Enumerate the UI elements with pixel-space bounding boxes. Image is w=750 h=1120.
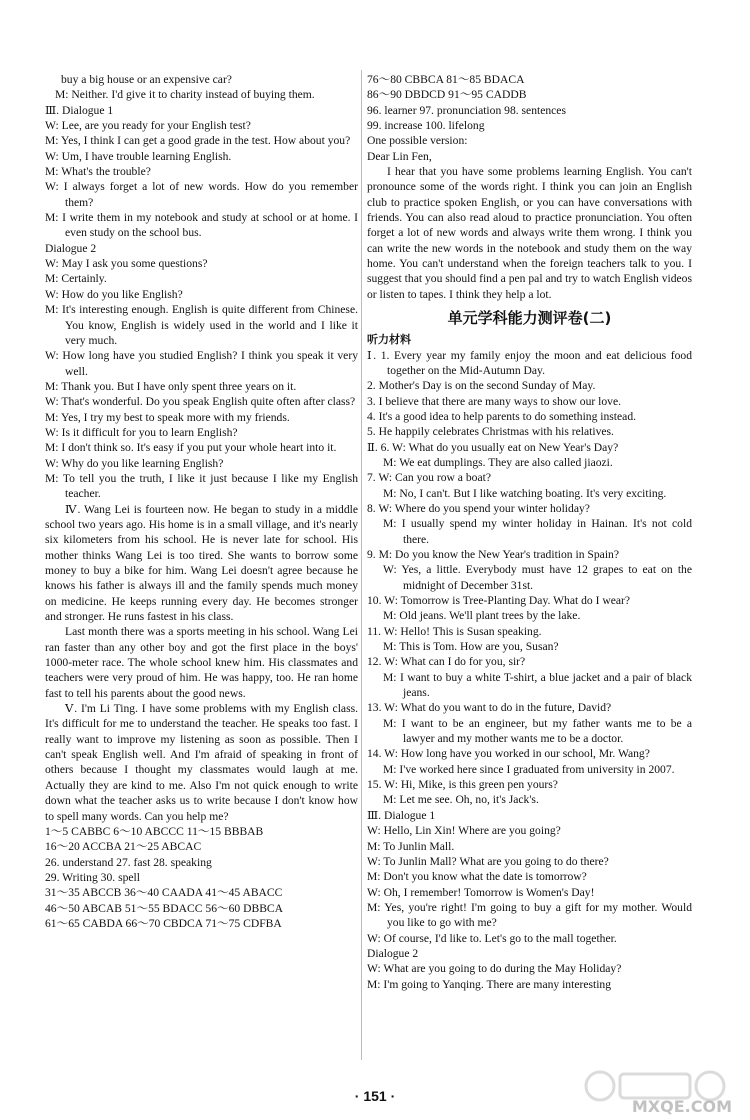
text-line: 11. W: Hello! This is Susan speaking. xyxy=(367,624,542,638)
text-line: M: I want to be an engineer, but my father wants me to be a lawyer and my mother wants me to be a doctor. xyxy=(383,716,692,746)
column-divider xyxy=(361,70,362,1060)
text-line: 29. Writing 30. spell xyxy=(45,870,140,884)
text-line: 1～5 CABBC 6～10 ABCCC 11～15 BBBAB xyxy=(45,824,264,838)
text-line: Ⅲ. Dialogue 1 xyxy=(45,103,114,117)
text-line: 12. W: What can I do for you, sir? xyxy=(367,655,526,669)
text-line: 15. W: Hi, Mike, is this green pen yours? xyxy=(367,778,558,792)
text-line: W: Of course, I'd like to. Let's go to the mall together. xyxy=(367,931,617,945)
left-column xyxy=(45,72,358,931)
text-line: M: What's the trouble? xyxy=(45,165,151,179)
text-line: W: Yes, a little. Everybody must have 12 grapes to eat on the midnight of December 31st. xyxy=(383,563,692,592)
text-line: M: Certainly. xyxy=(45,272,107,286)
text-line: M: To Junlin Mall. xyxy=(367,839,455,853)
text-line: W: Why do you like learning English? xyxy=(45,456,224,470)
text-line: W: That's wonderful. Do you speak English quite often after class? xyxy=(45,395,356,409)
text-line: M: Yes, I think I can get a good grade in the test. How about you? xyxy=(45,134,351,148)
text-line: 8. W: Where do you spend your winter holiday? xyxy=(367,501,590,515)
text-line: W: Oh, I remember! Tomorrow is Women's Day! xyxy=(367,885,595,899)
text-line: M: I usually spend my winter holiday in Hainan. It's not cold there. xyxy=(383,517,692,546)
answer-and-essay-block xyxy=(367,72,692,302)
text-line: M: I don't think so. It's easy if you put your whole heart into it. xyxy=(45,441,337,455)
text-line: M: I'm going to Yanqing. There are many interesting xyxy=(367,977,612,991)
text-line: W: How do you like English? xyxy=(45,287,183,301)
listening-material-block xyxy=(367,348,692,992)
text-line: 3. I believe that there are many ways to show our love. xyxy=(367,394,622,408)
right-column xyxy=(367,72,692,992)
text-line: Dialogue 2 xyxy=(367,946,419,960)
text-line: Ⅲ. Dialogue 1 xyxy=(367,808,436,822)
text-line: W: Um, I have trouble learning English. xyxy=(45,149,232,163)
text-line: Ⅳ. Wang Lei is fourteen now. He began to study in a middle school two years ago. His home is in a small village, and it's nearly six kilometers from his school. He is never late for school. His mother thinks Wang Lei is too tired. She wants to borrow some money to buy a bike for him. Wang Lei doesn't agree because he knows his father is always ill and the family spends much money on medicine. He keeps running every day. He becomes stronger and stronger. He runs fastest in his class. xyxy=(45,502,358,624)
text-line: 61～65 CABDA 66～70 CBDCA 71～75 CDFBA xyxy=(45,916,282,930)
text-line: 16～20 ACCBA 21～25 ABCAC xyxy=(45,840,202,854)
text-line: 46～50 ABCAB 51～55 BDACC 56～60 DBBCA xyxy=(45,901,284,915)
text-line: M: Don't you know what the date is tomorrow? xyxy=(367,870,587,884)
text-line: W: I always forget a lot of new words. How do you remember them? xyxy=(45,180,358,209)
text-line: 2. Mother's Day is on the second Sunday of May. xyxy=(367,379,596,393)
text-line: M: To tell you the truth, I like it just because I like my English teacher. xyxy=(45,471,358,501)
text-line: M: Old jeans. We'll plant trees by the lake. xyxy=(383,609,581,623)
text-line: M: I write them in my notebook and study at school or at home. I even study on the school bus. xyxy=(45,211,358,240)
text-line: 31～35 ABCCB 36～40 CAADA 41～45 ABACC xyxy=(45,886,283,900)
text-line: M: No, I can't. But I like watching boating. It's very exciting. xyxy=(383,486,667,500)
text-line: M: Yes, I try my best to speak more with my friends. xyxy=(45,410,290,424)
text-line: Dear Lin Fen, xyxy=(367,149,432,163)
text-line: M: It's interesting enough. English is quite different from Chinese. You know, English is widely used in the world and I like it very much. xyxy=(45,303,358,347)
section-title: 单元学科能力测评卷(二) xyxy=(447,309,612,328)
text-line: 86～90 DBDCD 91～95 CADDB xyxy=(367,88,527,102)
text-line: W: What are you going to do during the May Holiday? xyxy=(367,962,622,976)
text-line: M: Neither. I'd give it to charity instead of buying them. xyxy=(55,88,315,102)
text-line: Ⅰ. 1. Every year my family enjoy the moon and eat delicious food together on the Mid-Autumn Day. xyxy=(367,348,692,377)
text-line: 5. He happily celebrates Christmas with his relatives. xyxy=(367,425,614,439)
text-line: M: I want to buy a white T-shirt, a blue jacket and a pair of black jeans. xyxy=(383,670,692,700)
text-line: One possible version: xyxy=(367,134,468,148)
text-line: M: Thank you. But I have only spent three years on it. xyxy=(45,379,297,393)
text-line: 96. learner 97. pronunciation 98. sentences xyxy=(367,103,566,117)
text-line: W: How long have you studied English? I think you speak it very well. xyxy=(45,349,358,378)
text-line: Ⅴ. I'm Li Ting. I have some problems with my English class. It's difficult for me to understand the teacher. He speaks too fast. I really want to improve my listening as soon as possible. Then I can't speak English well. And I'm afraid of speaking in front of others because I thought my classmates would laugh at me. Actually they are kind to me. Also I'm not quick enough to write down what the teacher asks us to write because I don't know how to spell many words. Can you help me? xyxy=(45,702,358,823)
text-line: M: Yes, you're right! I'm going to buy a gift for my mother. Would you like to go with me? xyxy=(367,900,692,930)
text-line: M: I've worked here since I graduated from university in 2007. xyxy=(383,762,675,776)
text-line: buy a big house or an expensive car? xyxy=(61,73,232,86)
text-line: Dialogue 2 xyxy=(45,241,97,255)
text-line: M: We eat dumplings. They are also called jiaozi. xyxy=(383,455,613,469)
text-line: 4. It's a good idea to help parents to do something instead. xyxy=(367,409,637,423)
text-line: W: Is it difficult for you to learn English? xyxy=(45,425,238,439)
text-line: M: This is Tom. How are you, Susan? xyxy=(383,640,559,654)
page-number: · 151 · xyxy=(354,1088,396,1104)
text-line: 14. W: How long have you worked in our school, Mr. Wang? xyxy=(367,747,650,761)
text-line: W: May I ask you some questions? xyxy=(45,257,208,271)
text-line: 76～80 CBBCA 81～85 BDACA xyxy=(367,73,525,86)
text-line: 13. W: What do you want to do in the future, David? xyxy=(367,701,612,715)
text-line: W: Hello, Lin Xin! Where are you going? xyxy=(367,824,561,838)
text-line: 7. W: Can you row a boat? xyxy=(367,471,491,485)
text-line: 10. W: Tomorrow is Tree-Planting Day. What do I wear? xyxy=(367,594,631,607)
text-line: Last month there was a sports meeting in his school. Wang Lei ran faster than any other boy and got the first place in the boys' 1000-meter race. The whole school knew him. His classmates and teachers were very proud of him. He was happy, too. He ran home fast to tell his parents about the good news. xyxy=(45,625,358,700)
text-line: W: Lee, are you ready for your English test? xyxy=(45,119,251,133)
watermark-text: MXQE.COM xyxy=(631,1097,732,1116)
text-line: 9. M: Do you know the New Year's tradition in Spain? xyxy=(367,547,619,561)
text-line: Ⅱ. 6. W: What do you usually eat on New Year's Day? xyxy=(367,440,619,454)
text-line: 99. increase 100. lifelong xyxy=(367,119,485,133)
listening-label: 听力材料 xyxy=(367,333,411,347)
text-line: M: Let me see. Oh, no, it's Jack's. xyxy=(383,793,539,807)
text-line: 26. understand 27. fast 28. speaking xyxy=(45,855,212,869)
text-line: W: To Junlin Mall? What are you going to do there? xyxy=(367,854,609,868)
text-line: I hear that you have some problems learning English. You can't pronounce some of the words right. I think you can join an English club to practice spoken English, or you can have conversations with friends. You can also read aloud to practice pronunciation. You often forget a lot of new words and always write them wrong. I think you can write the new words in the notebook and study them on the way home. You can't understand when the foreign teachers talk to you. I suggest that you should find a pen pal and try to watch English videos or listen to tapes. I think they help a lot. xyxy=(367,165,692,301)
